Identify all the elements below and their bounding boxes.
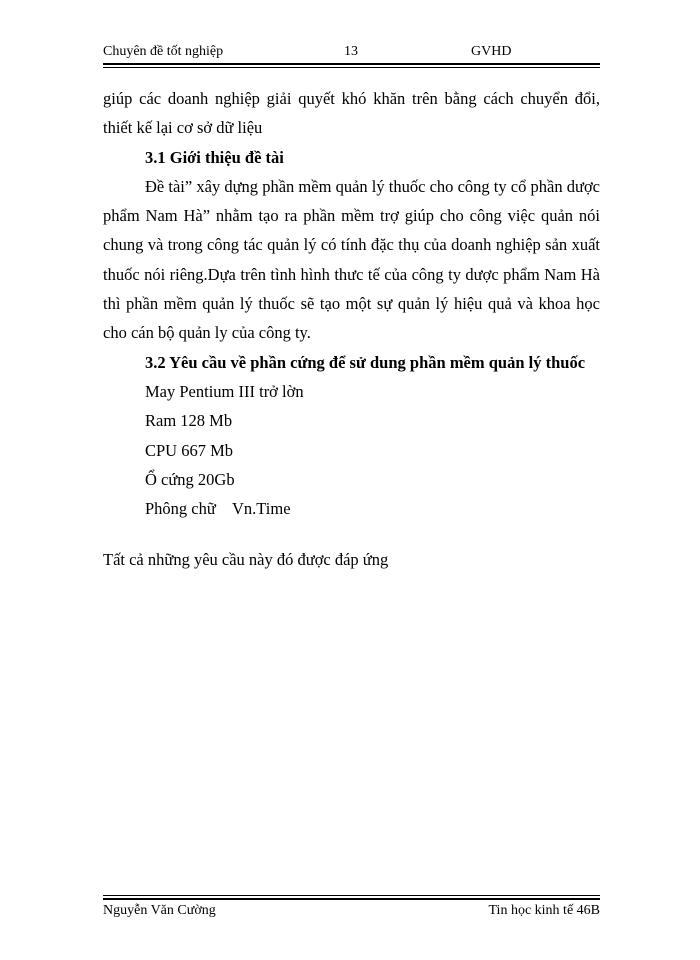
header-rule-thin bbox=[103, 67, 600, 68]
requirement-item: Phông chữ Vn.Time bbox=[145, 499, 291, 519]
footer-rule-thick bbox=[103, 898, 600, 900]
requirement-item: May Pentium III trở lờn bbox=[145, 381, 304, 401]
introduction-paragraph: Đề tài” xây dựng phần mềm quản lý thuốc cho công ty cổ phần dược phẩm Nam Hà” nhằm tạo ra phần mềm trợ giúp cho công việc quản nói chung và trong công tác quản lý có tính đặc thụ của doanh nghiệp sản xuất thuốc nói riêng.Dựa trên tình hình thưc tế của công ty dược phẩm Nam Hà thì phần mềm quản lý thuốc sẽ tạo một sự quản lý hiệu quả và khoa học cho cán bộ quản ly của công ty. bbox=[103, 176, 600, 343]
header-page-number: 13 bbox=[344, 44, 358, 59]
footer-author: Nguyễn Văn Cường bbox=[103, 903, 216, 918]
requirement-item: CPU 667 Mb bbox=[145, 440, 234, 460]
section-heading-hardware-requirements: 3.2 Yêu cầu về phần cứng để sử dung phần mềm quản lý thuốc bbox=[145, 352, 586, 372]
requirement-item: Ram 128 Mb bbox=[145, 411, 233, 431]
requirement-item: Ổ cứng 20Gb bbox=[145, 469, 235, 489]
page-footer bbox=[103, 903, 600, 925]
header-title: Chuyên đề tốt nghiệp bbox=[103, 44, 224, 59]
closing-statement: Tất cả những yêu cầu này đó được đáp ứng bbox=[103, 550, 389, 569]
footer-rule-thin bbox=[103, 895, 600, 896]
section-heading-introduction: 3.1 Giới thiệu đề tài bbox=[145, 147, 284, 167]
header-rule-thick bbox=[103, 63, 600, 65]
continuation-paragraph: giúp các doanh nghiệp giải quyết khó khăn trên bằng cách chuyển đổi, thiết kế lại cơ sở dữ liệu bbox=[103, 89, 600, 138]
footer-class-name: Tin học kinh tế 46B bbox=[488, 903, 600, 918]
document-body bbox=[103, 84, 600, 523]
header-advisor: GVHD bbox=[471, 44, 512, 59]
